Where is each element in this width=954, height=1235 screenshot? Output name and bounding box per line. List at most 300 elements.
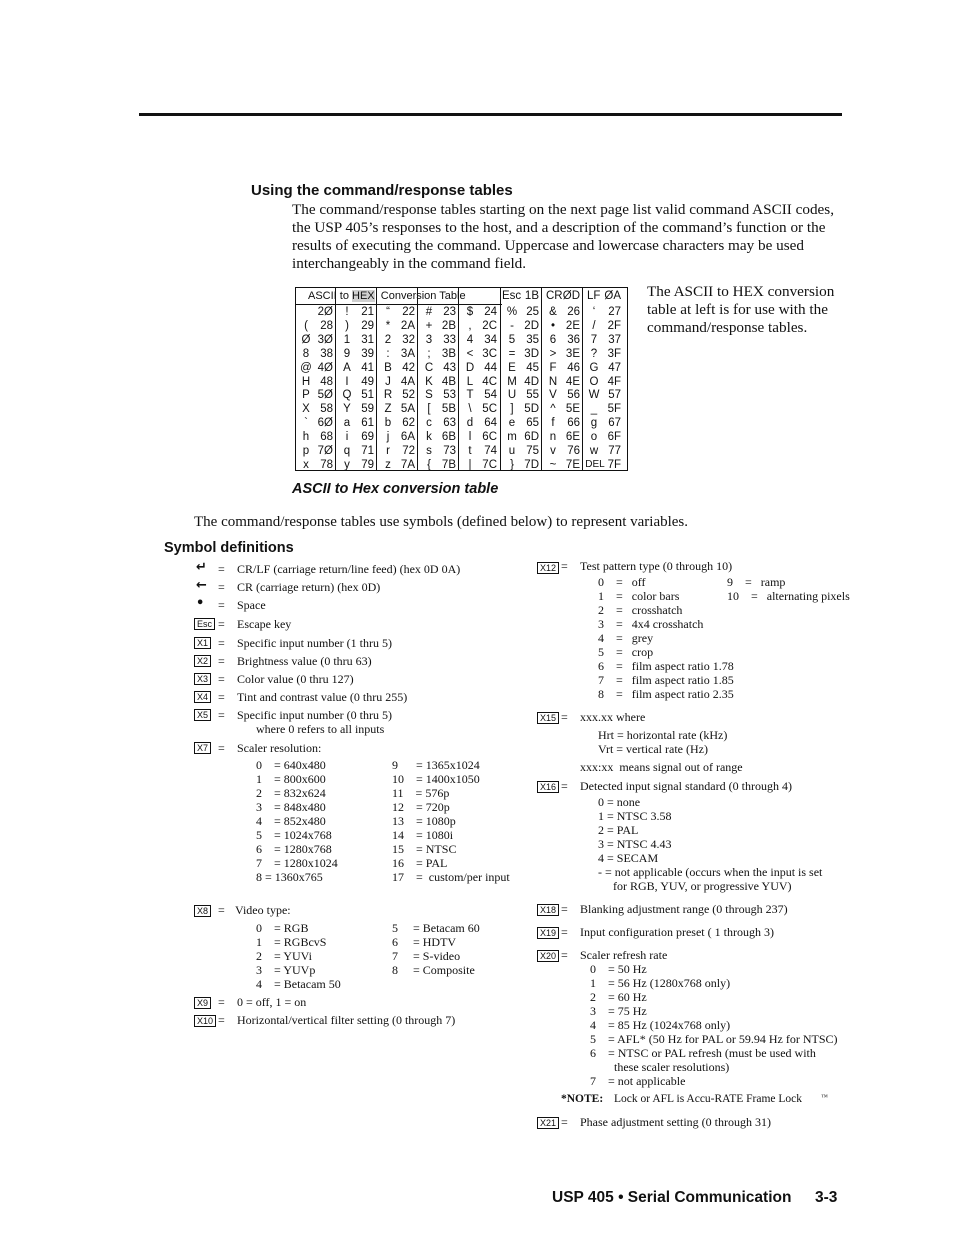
scaler-resolution-option: 3 = 848x480 [256,800,326,814]
video-type-option: 8 = Composite [392,963,475,977]
ascii-hex: 28 [320,319,333,332]
ascii-char: 4 [466,333,474,346]
ascii-char: ^ [550,403,556,416]
ascii-hex: 5D [524,403,539,416]
ascii-char: @ [300,361,312,374]
ascii-char: - [510,319,514,332]
ascii-hex: 6D [524,431,539,444]
ascii-char: s [426,445,432,457]
ascii-char: Q [342,389,352,402]
equals-sign: = [218,562,225,576]
ascii-hex: 78 [320,458,333,471]
test-pattern-option: 3 = 4x4 crosshatch [598,617,704,631]
scaler-resolution-option: 10 = 1400x1050 [392,772,480,786]
equals-sign: = [218,672,225,686]
table-header-hex: 1B [524,290,539,302]
ascii-char: = [508,347,516,360]
test-pattern-option: 4 = grey [598,631,654,645]
ascii-char: t [468,445,472,457]
signal-standard-option: 2 = PAL [598,823,639,837]
ascii-hex: 39 [361,347,374,360]
ascii-char: • [550,319,556,332]
scaler-resolution-option: 15 = NTSC [392,842,457,856]
variable-symbol-box: X12 [537,562,559,574]
signal-standard-option: 3 = NTSC 4.43 [598,837,672,851]
ascii-hex: 7F [607,458,621,471]
ascii-char: ) [345,319,349,332]
ascii-hex: 4E [565,375,580,388]
ascii-hex: 35 [526,333,539,346]
ascii-hex: 63 [443,417,456,430]
symbol-definition: Test pattern type (0 through 10) [580,559,733,573]
ascii-hex: 57 [608,389,621,402]
ascii-hex: 2D [524,319,539,332]
symbols-heading: Symbol definitions [164,540,294,556]
bullet-icon: • [196,596,205,611]
ascii-hex: 5B [441,403,456,416]
ascii-hex: 4Ø [317,361,333,374]
ascii-hex-table [295,287,628,471]
test-pattern-option: 2 = crosshatch [598,603,683,617]
ascii-hex: 3E [565,347,580,360]
ascii-hex: 34 [484,333,497,346]
ascii-hex: 4D [524,375,539,388]
signal-standard-option: 1 = NTSC 3.58 [598,809,672,823]
symbol-definition: CR/LF (carriage return/line feed) (hex 0D 0A) [237,562,461,576]
ascii-char: % [506,306,518,318]
ascii-char: K [425,375,433,388]
ascii-hex: 65 [526,417,539,430]
ascii-char: Ø [301,333,311,346]
ascii-char: * [385,319,391,332]
video-type-option: 6 = HDTV [392,935,457,949]
ascii-char: W [588,389,600,402]
variable-symbol-box: X7 [194,742,211,754]
signal-standard-option: - = not applicable (occurs when the input is set [598,865,823,879]
ascii-char: J [385,375,391,388]
table-caption: ASCII to Hex conversion table [292,481,499,497]
ascii-char: , [468,319,472,332]
ascii-char: M [507,375,517,388]
equals-sign: = [561,925,568,939]
equals-sign: = [218,598,225,612]
symbol-definition: Color value (0 thru 127) [237,672,354,686]
ascii-hex: 71 [361,445,374,457]
ascii-char: B [384,361,392,374]
ascii-hex: 27 [608,306,621,318]
equals-sign: = [218,654,225,668]
ascii-char: q [343,445,351,457]
signal-standard-option: for RGB, YUV, or progressive YUV) [598,879,792,893]
ascii-hex: 33 [443,333,456,346]
variable-symbol-box: X5 [194,709,211,721]
ascii-hex: 2B [441,319,456,332]
variable-symbol-box: X21 [537,1117,559,1129]
ascii-hex: 74 [484,445,497,457]
page-number: 3-3 [815,1189,838,1206]
ascii-char: 3 [425,333,433,346]
ascii-hex: 45 [526,361,539,374]
intro-paragraph: The command/response tables starting on the next page list valid command ASCII codes, the USP 405’s responses to the host, and a description of the command’s function or the results of executing the command. Uppercase and lowercase characters may be used interchangeably in the command field. [292,201,834,272]
ascii-hex: 55 [526,389,539,402]
ascii-char: : [386,347,390,360]
ascii-char: k [426,431,432,444]
ascii-hex: 7Ø [317,445,333,457]
ascii-hex: 41 [361,361,374,374]
ascii-hex: 3D [524,347,539,360]
ascii-char: f [551,417,555,430]
ascii-hex: 6F [607,431,621,444]
video-type-option: 3 = YUVp [256,963,316,977]
test-pattern-option: 1 = color bars [598,589,680,603]
video-type-option: 7 = S-video [392,949,461,963]
ascii-hex: 4C [482,375,497,388]
scaler-resolution-option: 11 = 576p [392,786,450,800]
equals-sign: = [218,995,225,1009]
symbol-definition-detail: xxx:xx means signal out of range [580,760,743,774]
ascii-hex: 31 [361,333,374,346]
variable-symbol-box: X9 [194,997,211,1009]
ascii-hex: 26 [567,306,580,318]
ascii-hex: 32 [402,333,415,346]
ascii-char: DEL [585,458,605,470]
ascii-char: _ [590,403,598,416]
ascii-hex: 25 [526,306,539,318]
test-pattern-option: 9 = ramp [727,575,786,589]
ascii-char: l [468,431,472,444]
return-arrow-icon: ← [196,578,207,593]
ascii-hex: 51 [361,389,374,402]
ascii-hex: 24 [484,306,497,318]
equals-sign: = [218,741,225,755]
ascii-char: a [343,417,351,430]
symbol-definition: CR (carriage return) (hex 0D) [237,580,381,594]
ascii-char: y [344,458,350,471]
table-header-hex: ØA [604,290,621,302]
trademark-mark: ™ [821,1093,828,1101]
ascii-char: < [466,347,474,360]
video-type-option: 4 = Betacam 50 [256,977,341,991]
symbol-definition: Escape key [237,617,292,631]
ascii-char: I [345,375,349,388]
ascii-hex: 3A [400,347,415,360]
equals-sign: = [561,559,568,573]
ascii-char: u [508,445,516,457]
video-type-option: 2 = YUVi [256,949,312,963]
refresh-rate-option: these scaler resolutions) [590,1060,730,1074]
table-title-suffix: Conversion Table [374,290,466,302]
scaler-resolution-option: 2 = 832x624 [256,786,326,800]
ascii-hex: 29 [361,319,374,332]
video-type-option: 0 = RGB [256,921,309,935]
scaler-resolution-option: 12 = 720p [392,800,450,814]
ascii-hex: 43 [443,361,456,374]
ascii-char: b [384,417,392,430]
ascii-hex: 36 [567,333,580,346]
ascii-hex: 22 [402,306,415,318]
ascii-hex: 2F [607,319,621,332]
variable-symbol-box: X16 [537,781,559,793]
ascii-char: S [425,389,433,402]
ascii-char: ] [510,403,514,416]
ascii-hex: 4B [441,375,456,388]
ascii-char: 1 [343,333,351,346]
variable-symbol-box: X3 [194,673,211,685]
equals-sign: = [218,690,225,704]
ascii-hex: 48 [320,375,333,388]
ascii-char: ! [345,306,349,318]
ascii-char: o [590,431,598,444]
ascii-char: + [425,319,433,332]
variable-symbol-box: X15 [537,712,559,724]
ascii-char: d [466,417,474,430]
scaler-resolution-option: 8 = 1360x765 [256,870,323,884]
ascii-hex: 7B [441,458,456,471]
ascii-hex: 69 [361,431,374,444]
refresh-rate-option: 3 = 75 Hz [590,1004,647,1018]
ascii-hex: 4A [400,375,415,388]
scaler-resolution-option: 13 = 1080p [392,814,456,828]
ascii-char: L [466,375,474,388]
ascii-char: H [301,375,311,388]
ascii-char: T [466,389,474,402]
symbol-definition-detail: Hrt = horizontal rate (kHz) [598,728,728,742]
note-label: *NOTE: [561,1093,604,1105]
ascii-hex: 47 [608,361,621,374]
scaler-resolution-option: 4 = 852x480 [256,814,326,828]
ascii-char: > [549,347,557,360]
ascii-char: n [549,431,557,444]
ascii-hex: 5A [400,403,415,416]
ascii-hex: 5Ø [317,389,333,402]
ascii-char: 7 [590,333,598,346]
ascii-hex: 2E [565,319,580,332]
symbols-lead-text: The command/response tables use symbols (defined below) to represent variables. [194,514,689,530]
ascii-char: 6 [549,333,557,346]
equals-sign: = [218,580,225,594]
refresh-rate-option: 2 = 60 Hz [590,990,647,1004]
ascii-hex: 6Ø [317,417,333,430]
equals-sign: = [218,1013,225,1027]
variable-symbol-box: X20 [537,950,559,962]
ascii-hex: 6E [565,431,580,444]
signal-standard-option: 0 = none [598,795,641,809]
scaler-resolution-option: 9 = 1365x1024 [392,758,480,772]
ascii-hex: 52 [402,389,415,402]
equals-sign: = [561,710,568,724]
test-pattern-option: 8 = film aspect ratio 2.35 [598,687,734,701]
variable-symbol-box: X1 [194,637,211,649]
ascii-char: w [589,445,599,457]
ascii-hex: 42 [402,361,415,374]
equals-sign: = [561,1115,568,1129]
refresh-rate-option: 5 = AFL* (50 Hz for PAL or 59.94 Hz for NTSC) [590,1032,838,1046]
ascii-char: Y [343,403,351,416]
variable-symbol-box: X2 [194,655,211,667]
variable-symbol-box: X8 [194,905,211,917]
ascii-hex: 79 [361,458,374,471]
footer-title: USP 405 • Serial Communication [552,1189,792,1206]
scaler-resolution-option: 7 = 1280x1024 [256,856,338,870]
note-text: Lock or AFL is Accu-RATE Frame Lock [614,1093,803,1105]
ascii-hex: 5C [482,403,497,416]
scaler-resolution-option: 16 = PAL [392,856,448,870]
ascii-hex: 62 [402,417,415,430]
symbol-definition: xxx.xx where [580,710,646,724]
ascii-char: | [468,458,472,471]
table-column-divider [541,288,542,470]
ascii-hex: 46 [567,361,580,374]
ascii-char: r [386,445,390,457]
symbol-definition: Brightness value (0 thru 63) [237,654,372,668]
symbol-definition: Specific input number (1 thru 5) [237,636,392,650]
variable-symbol-box: X4 [194,691,211,703]
symbol-definition: Video type: [235,903,291,917]
scaler-resolution-option: 6 = 1280x768 [256,842,332,856]
ascii-hex: 4F [607,375,621,388]
ascii-char: O [589,375,599,388]
ascii-char [298,305,314,319]
symbol-definition: Horizontal/vertical filter setting (0 through 7) [237,1013,456,1027]
ascii-hex: 54 [484,389,497,402]
ascii-char: U [507,389,517,402]
ascii-hex: 73 [443,445,456,457]
refresh-rate-option: 1 = 56 Hz (1280x768 only) [590,976,731,990]
ascii-hex: 5F [607,403,621,416]
ascii-hex: 3Ø [317,333,333,346]
ascii-char: x [303,458,309,471]
symbol-definition-detail: Vrt = vertical rate (Hz) [598,742,708,756]
ascii-char: c [426,417,432,430]
equals-sign: = [218,617,225,631]
ascii-hex: 67 [608,417,621,430]
table-column-divider [500,288,501,470]
ascii-char: 8 [302,347,310,360]
ascii-hex: 76 [567,445,580,457]
signal-standard-option: 4 = SECAM [598,851,659,865]
scaler-resolution-option: 5 = 1024x768 [256,828,332,842]
symbol-definition: Phase adjustment setting (0 through 31) [580,1115,771,1129]
variable-symbol-box: X18 [537,904,559,916]
ascii-char: 9 [343,347,351,360]
symbol-definition: Scaler refresh rate [580,948,668,962]
ascii-char: $ [466,306,474,318]
ascii-char: z [385,458,391,471]
ascii-hex: 77 [608,445,621,457]
table-header-char: Esc [502,290,522,302]
ascii-char: # [425,306,433,318]
ascii-hex: 6C [482,431,497,444]
ascii-hex: 3B [441,347,456,360]
table-title-highlight: HEX [352,290,375,302]
equals-sign: = [218,636,225,650]
ascii-char: 2 [384,333,392,346]
refresh-rate-option: 6 = NTSC or PAL refresh (must be used with [590,1046,816,1060]
ascii-char: & [549,306,557,318]
symbol-definition: Specific input number (0 thru 5) [237,708,392,722]
ascii-hex: 58 [320,403,333,416]
table-column-divider [376,288,377,470]
symbol-definition-detail: where 0 refers to all inputs [256,722,385,736]
section-heading: Using the command/response tables [251,182,513,199]
ascii-char: ? [590,347,598,360]
scaler-resolution-option: 0 = 640x480 [256,758,326,772]
scaler-resolution-option: 17 = custom/per input [392,870,510,884]
ascii-char: / [592,319,596,332]
test-pattern-option: 10 = alternating pixels [727,589,850,603]
variable-symbol-box: X10 [194,1015,216,1027]
ascii-hex: 21 [361,306,374,318]
side-note: The ASCII to HEX conversion table at left is for use with the command/response tables. [647,283,835,337]
symbol-definition: 0 = off, 1 = on [237,995,307,1009]
ascii-hex: 3C [482,347,497,360]
ascii-char: ; [427,347,431,360]
test-pattern-option: 6 = film aspect ratio 1.78 [598,659,734,673]
ascii-char: m [507,431,517,444]
variable-symbol-box: X19 [537,927,559,939]
ascii-char: ~ [549,458,557,471]
ascii-hex: 66 [567,417,580,430]
ascii-hex: 5E [565,403,580,416]
ascii-hex: 64 [484,417,497,430]
ascii-char: “ [386,306,390,318]
test-pattern-option: 7 = film aspect ratio 1.85 [598,673,734,687]
symbol-definition: Blanking adjustment range (0 through 237) [580,902,788,916]
table-title-prefix: ASCII to [308,290,353,302]
ascii-hex: 61 [361,417,374,430]
scaler-resolution-option: 1 = 800x600 [256,772,326,786]
table-column-divider [335,288,336,470]
video-type-option: 5 = Betacam 60 [392,921,480,935]
ascii-char: } [510,458,514,471]
ascii-char: N [548,375,558,388]
scaler-resolution-option: 14 = 1080i [392,828,454,842]
test-pattern-option: 5 = crop [598,645,654,659]
ascii-char: p [302,445,310,457]
ascii-char: g [590,417,598,430]
ascii-char: D [465,361,475,374]
header-rule [139,113,842,116]
ascii-hex: 3F [607,347,621,360]
ascii-hex: 2C [482,319,497,332]
table-header-char: LF [587,290,601,302]
ascii-hex: 72 [402,445,415,457]
table-header-char: CR [546,290,563,302]
ascii-hex: 56 [567,389,580,402]
ascii-hex: 7D [524,458,539,471]
table-title [308,289,466,304]
ascii-hex: 2Ø [317,306,333,318]
ascii-hex: 68 [320,431,333,444]
ascii-hex: 75 [526,445,539,457]
ascii-hex: 53 [443,389,456,402]
ascii-char: V [549,389,557,402]
ascii-hex: 44 [484,361,497,374]
ascii-hex: 59 [361,403,374,416]
ascii-hex: 38 [320,347,333,360]
symbol-definition: Space [237,598,266,612]
ascii-char: e [508,417,516,430]
equals-sign: = [218,708,225,722]
symbol-definition: Scaler resolution: [237,741,322,755]
ascii-char: ‘ [592,306,596,318]
ascii-hex: 6A [400,431,415,444]
ascii-char: { [427,458,431,471]
ascii-char: ` [304,417,308,430]
ascii-hex: 7E [565,458,580,471]
table-column-divider [417,288,418,470]
ascii-char: \ [468,403,472,416]
